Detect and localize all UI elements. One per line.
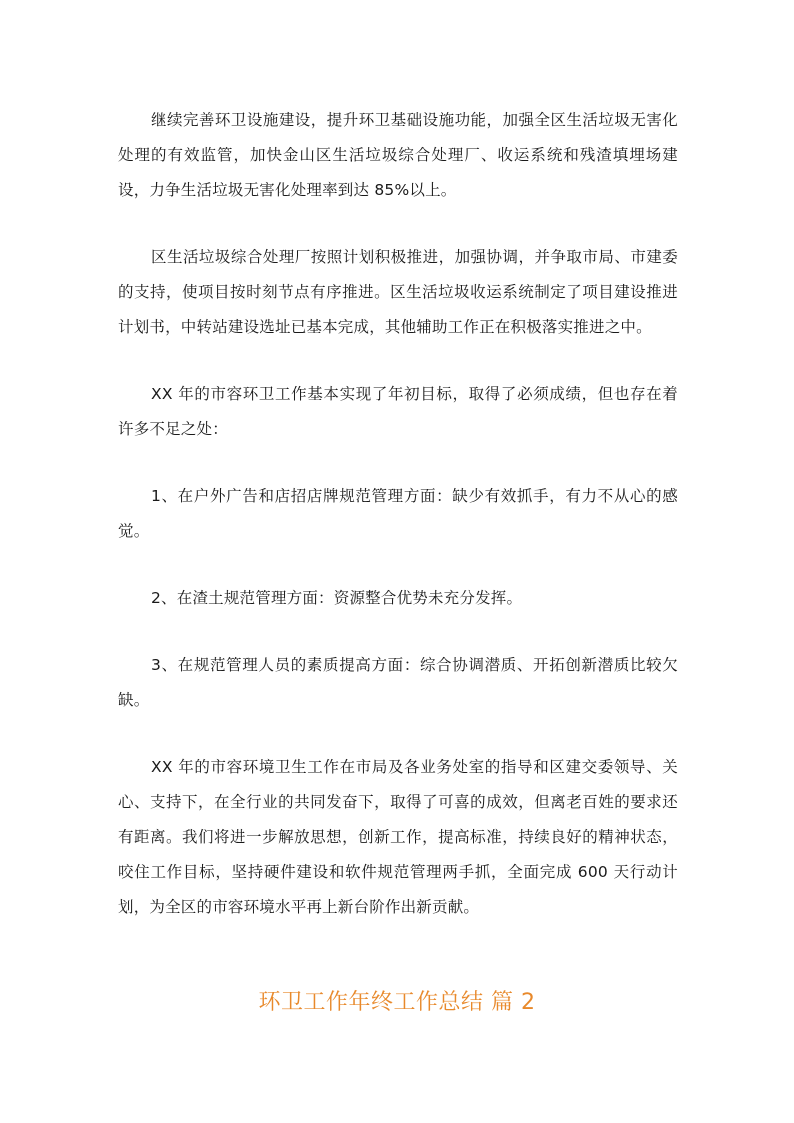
list-item-1: 1、在户外广告和店招店牌规范管理方面：缺少有效抓手，有力不从心的感觉。 bbox=[118, 487, 678, 540]
list-item-3: 3、在规范管理人员的素质提高方面：综合协调潜质、开拓创新潜质比较欠缺。 bbox=[118, 656, 678, 709]
paragraph-1: 继续完善环卫设施建设，提升环卫基础设施功能，加强全区生活垃圾无害化处理的有效监管，加快金山区生活垃圾综合处理厂、收运系统和残渣填埋场建设，力争生活垃圾无害化处理率到达 85%以上。 bbox=[118, 111, 678, 199]
paragraph-conclusion: XX 年的市容环境卫生工作在市局及各业务处室的指导和区建交委领导、关心、支持下，在全行业的共同发奋下，取得了可喜的成效，但离老百姓的要求还有距离。我们将进一步解放思想，创新工作，提高标准，持续良好的精神状态，咬住工作目标，坚持硬件建设和软件规范管理两手抓，全面完成 600 天行动计划，为全区的市容环境水平再上新台阶作出新贡献。 bbox=[118, 758, 678, 916]
document-body bbox=[118, 103, 678, 957]
section-heading: 环卫工作年终工作总结 篇 2 bbox=[258, 990, 536, 1015]
list-item-2: 2、在渣土规范管理方面：资源整合优势未充分发挥。 bbox=[151, 589, 523, 607]
paragraph-2: 区生活垃圾综合处理厂按照计划积极推进，加强协调，并争取市局、市建委的支持，使项目按时刻节点有序推进。区生活垃圾收运系统制定了项目建设推进计划书，中转站建设选址已基本完成，其他辅助工作正在积极落实推进之中。 bbox=[118, 248, 678, 336]
paragraph-3: XX 年的市容环卫工作基本实现了年初目标，取得了必须成绩，但也存在着许多不足之处： bbox=[118, 385, 678, 438]
